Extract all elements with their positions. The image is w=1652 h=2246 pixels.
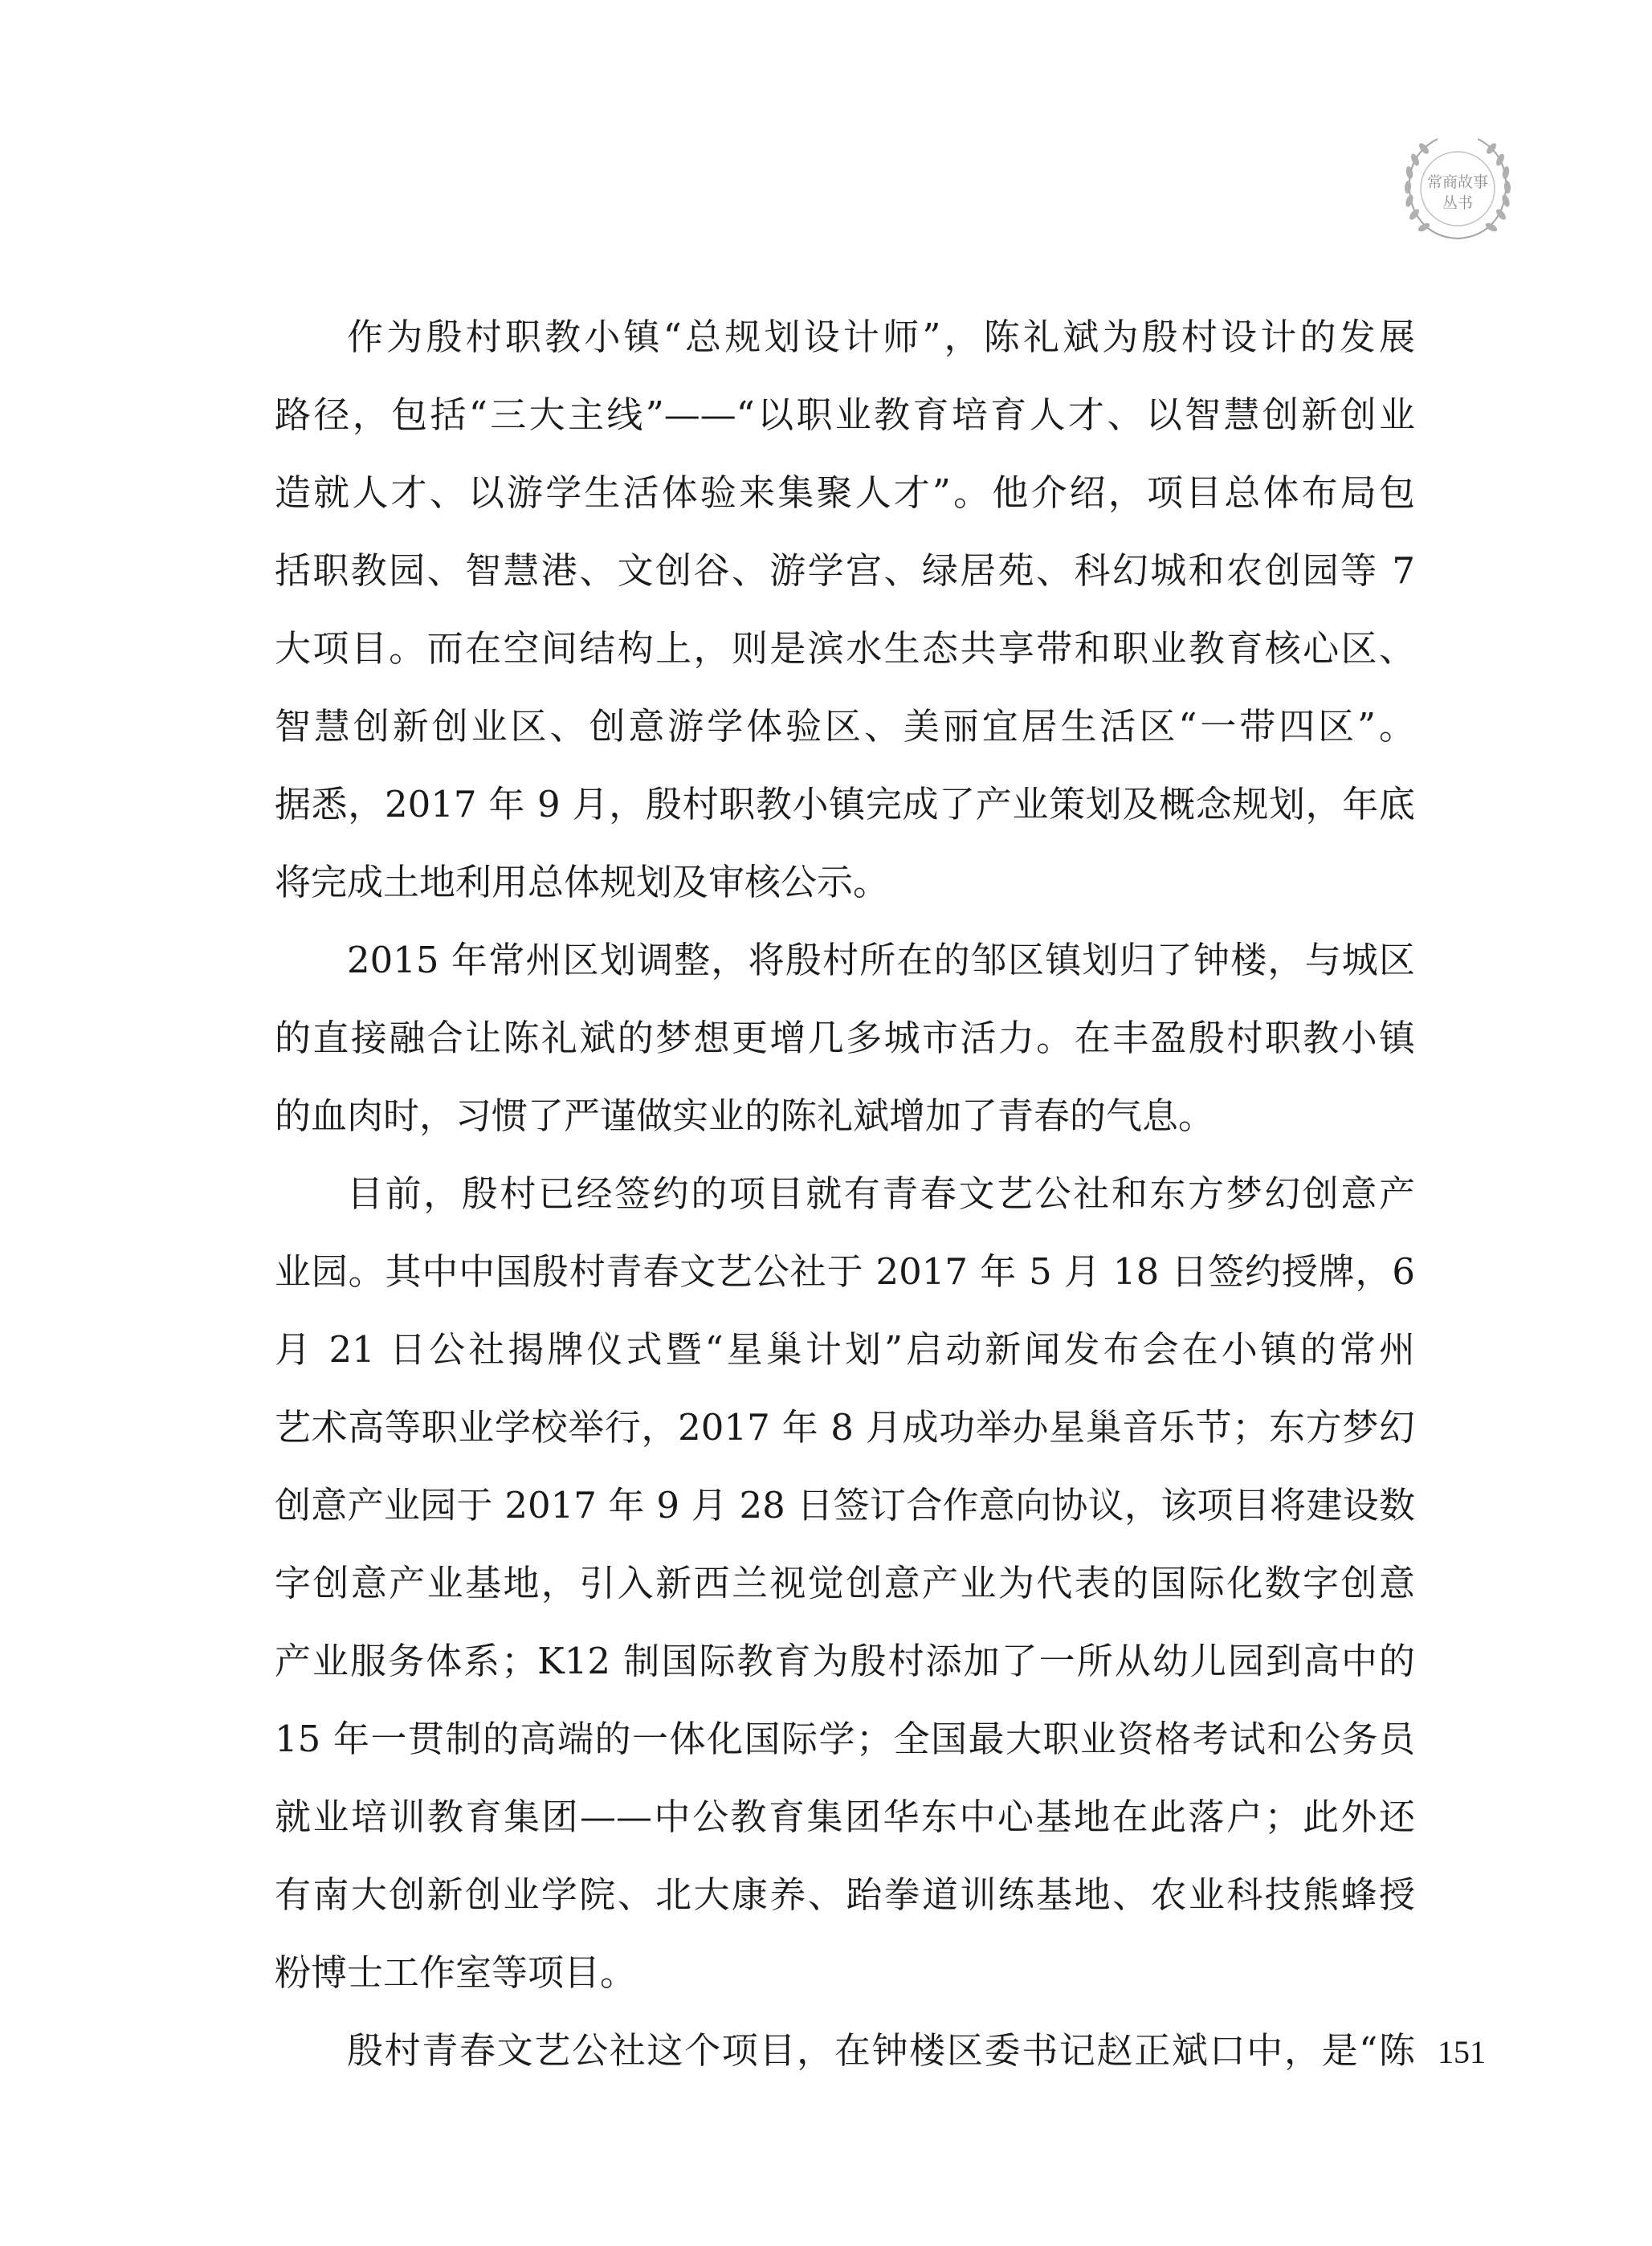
- text-line: 路径，包括“三大主线”——“以职业教育培育人才、以智慧创新创业: [275, 393, 1415, 436]
- text-line: 有南大创新创业学院、北大康养、跆拳道训练基地、农业科技熊蜂授: [275, 1873, 1415, 1916]
- text-line: 括职教园、智慧港、文创谷、游学宫、绿居苑、科幻城和农创园等 7: [275, 549, 1415, 592]
- text-line: 大项目。而在空间结构上，则是滨水生态共享带和职业教育核心区、: [275, 627, 1415, 670]
- text-line: 作为殷村职教小镇“总规划设计师”，陈礼斌为殷村设计的发展: [347, 316, 1415, 358]
- svg-text:常商故事: 常商故事: [1426, 173, 1489, 191]
- text-line: 智慧创新创业区、创意游学体验区、美丽宜居生活区“一带四区”。: [275, 705, 1415, 748]
- paragraph: [275, 921, 1415, 1155]
- text-line: 业园。其中中国殷村青春文艺公社于 2017 年 5 月 18 日签约授牌，6: [275, 1250, 1415, 1293]
- paragraph: [275, 1155, 1415, 2012]
- laurel-wreath-seal-icon: [1393, 124, 1522, 253]
- text-line: 目前，殷村已经签约的项目就有青春文艺公社和东方梦幻创意产: [347, 1172, 1415, 1215]
- text-line: 月 21 日公社揭牌仪式暨“星巢计划”启动新闻发布会在小镇的常州: [275, 1328, 1415, 1371]
- text-line: 15 年一贯制的高端的一体化国际学；全国最大职业资格考试和公务员: [275, 1718, 1415, 1760]
- text-line: 据悉，2017 年 9 月，殷村职教小镇完成了产业策划及概念规划，年底: [275, 783, 1415, 825]
- text-line: 的血肉时，习惯了严谨做实业的陈礼斌增加了青春的气息。: [275, 1094, 1215, 1137]
- text-line: 2015 年常州区划调整，将殷村所在的邹区镇划归了钟楼，与城区: [347, 939, 1415, 981]
- page-number: 151: [1438, 2034, 1486, 2070]
- paragraph: [275, 2012, 1415, 2089]
- svg-text:丛书: 丛书: [1442, 194, 1474, 212]
- text-line: 就业培训教育集团——中公教育集团华东中心基地在此落户；此外还: [275, 1796, 1415, 1838]
- text-line: 产业服务体系；K12 制国际教育为殷村添加了一所从幼儿园到高中的: [275, 1640, 1415, 1682]
- text-line: 造就人才、以游学生活体验来集聚人才”。他介绍，项目总体布局包: [275, 471, 1415, 514]
- series-seal: [1393, 124, 1522, 253]
- text-line: 将完成土地利用总体规划及审核公示。: [275, 861, 890, 903]
- text-line: 创意产业园于 2017 年 9 月 28 日签订合作意向协议，该项目将建设数: [275, 1484, 1415, 1527]
- text-line: 字创意产业基地，引入新西兰视觉创意产业为代表的国际化数字创意: [275, 1562, 1415, 1604]
- article-body: [275, 298, 1415, 2089]
- text-line: 殷村青春文艺公社这个项目，在钟楼区委书记赵正斌口中，是“陈: [347, 2029, 1415, 2072]
- text-line: 艺术高等职业学校举行，2017 年 8 月成功举办星巢音乐节；东方梦幻: [275, 1406, 1415, 1449]
- paragraph: [275, 298, 1415, 921]
- text-line: 的直接融合让陈礼斌的梦想更增几多城市活力。在丰盈殷村职教小镇: [275, 1017, 1415, 1059]
- text-line: 粉博士工作室等项目。: [275, 1951, 637, 1994]
